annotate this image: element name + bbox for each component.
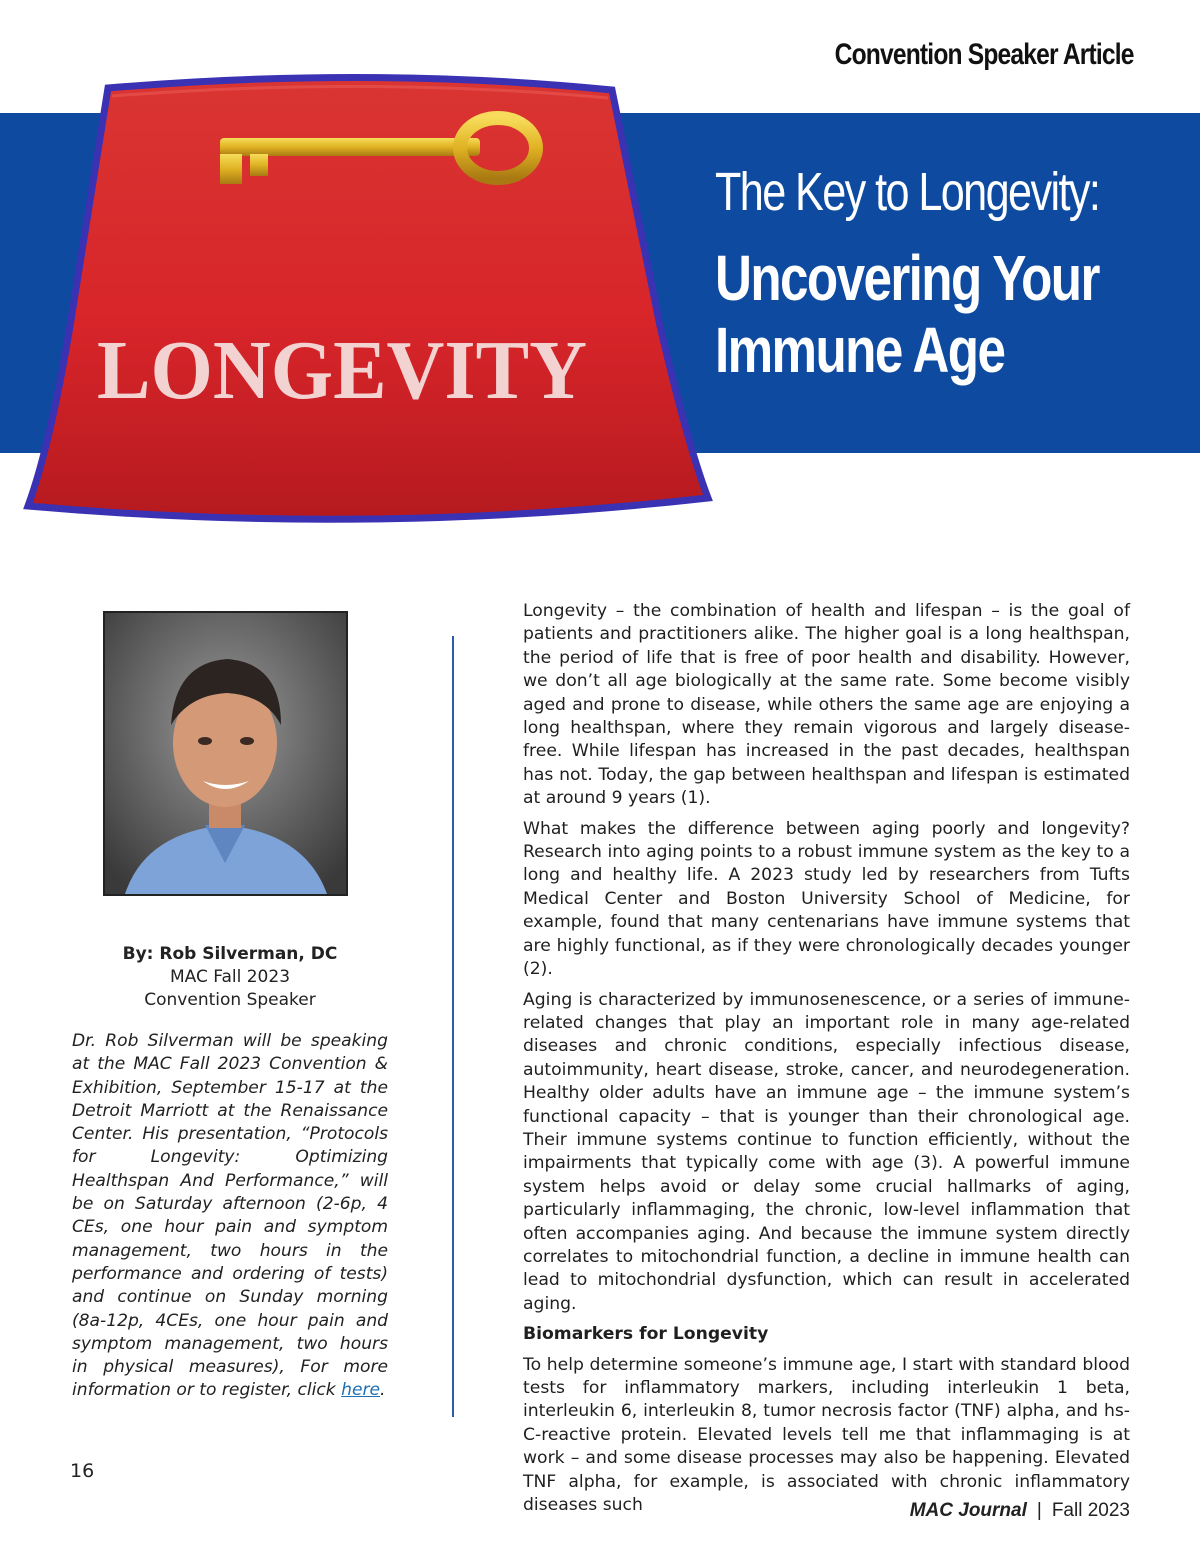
journal-name: MAC Journal [909,1500,1027,1521]
article-headline [715,160,1195,386]
headline-line-1: The Key to Longevity: [715,162,1100,222]
longevity-pillow-illustration [20,66,720,536]
page-number: 16 [70,1460,95,1482]
bio-end: . [380,1380,386,1401]
author-photo [103,611,348,896]
paragraph-2: What makes the difference between aging poorly and longevity? Research into aging points to a robust immune system as the key to a long and healthy life. A 2023 study led by researchers from Tufts Medical Center and Boston University School of Medicine, for example, found that many centenarians have immune systems that are highly functional, as if they were chronologically decades younger (2). [523,818,1130,980]
headline-line-2a: Uncovering Your [715,242,1099,314]
article-body [523,600,1130,1524]
author-role-1: MAC Fall 2023 [169,967,291,987]
footer-separator: | [1036,1500,1042,1521]
author-role-2: Convention Speaker [144,990,316,1010]
paragraph-1: Longevity – the combination of health and lifespan – is the goal of patients and practitioners alike. The higher goal is a long healthspan, the period of life that is free of poor health and disability. However, we don’t all age biologically at the same rate. Some become visibly aged and prone to disease, while others the same age are enjoying a long healthspan, where they remain vigorous and largely disease-free. While lifespan has increased in the past decades, healthspan has not. Today, the gap between healthspan and lifespan is estimated at around 9 years (1). [523,601,1130,809]
hero-word: LONGEVITY [97,324,587,417]
page-footer [910,1500,1130,1522]
byline [72,943,388,1012]
headline-line-2 [715,242,1099,386]
author-name: By: Rob Silverman, DC [122,944,338,964]
headline-line-2b: Immune Age [715,314,1005,386]
paragraph-3: Aging is characterized by immunosenescence, or a series of immune-related changes that play an important role in many age-related diseases and chronic conditions, especially infectious disease, autoimmunity, heart disease, stroke, cancer, and neurodegeneration. Healthy older adults have an immune age – the immune system’s functional capacity – that is younger than their chronological age. Their immune systems continue to function efficiently, without the impairments that typically come with age (3). A powerful immune system helps avoid or delay some crucial hallmarks of aging, particularly inflammaging, the chronic, low-level inflammation that often accompanies aging. And because the immune system directly correlates to mitochondrial function, a decline in immune health can lead to mitochondrial dysfunction, which can result in accelerated aging. [523,989,1130,1314]
section-label: Convention Speaker Article [834,38,1134,71]
subheading: Biomarkers for Longevity [523,1324,769,1345]
paragraph-4: To help determine someone’s immune age, I start with standard blood tests for inflammatory markers, including interleukin 1 beta, interleukin 6, interleukin 8, tumor necrosis factor (TNF) alpha, and hs-C-reactive protein. Elevated levels tell me that inflammaging is at work – and some disease processes may also be happening. Elevated TNF alpha, for example, is associated with chronic inflammatory diseases such [523,1354,1130,1516]
speaker-bio [72,1030,388,1403]
bio-text: Dr. Rob Silverman will be speaking at the MAC Fall 2023 Convention & Exhibition, September 15-17 at the Detroit Marriott at the Renaissance Center. His presentation, “Protocols for Longevity: Optimizing Healthspan And Performance,” will be on Saturday afternoon (2-6p, 4 CEs, one hour pain and symptom management, two hours in the performance and ordering of tests) and continue on Sunday morning (8a-12p, 4CEs, one hour pain and symptom management, two hours in physical measures), For more information or to register, click [72,1031,388,1401]
register-link[interactable]: here [341,1380,381,1401]
issue-name: Fall 2023 [1051,1500,1130,1521]
column-divider [452,636,454,1417]
